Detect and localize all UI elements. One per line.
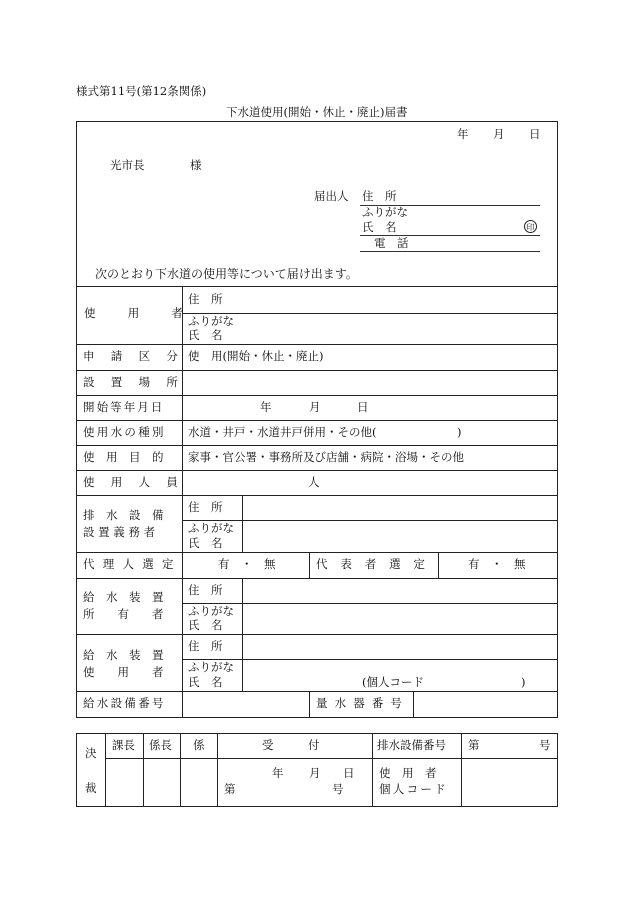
category-value[interactable]: 使 用(開始・休止・廃止) [188,349,324,363]
decision-label-top: 決 [85,746,97,760]
user-label: 使 用 者 [84,306,194,320]
row-divider [182,520,558,521]
drain-number-suffix: 号 [539,738,551,752]
category-label: 申 請 区 分 [83,349,185,363]
decision-label-bottom: 裁 [85,781,97,795]
user-furigana-label: ふりがな [188,314,234,328]
meter-number-label: 量 水 器 番 号 [316,696,404,710]
row-divider [76,578,558,579]
drain-obligor-label-1: 排 水 設 備 [83,508,164,522]
row-divider [76,634,558,635]
row-divider [76,395,558,396]
location-label: 設 置 場 所 [83,375,185,389]
approval-col-divider [105,733,106,807]
received-year: 年 [272,766,284,780]
applicant-label: 届出人 [314,189,349,203]
split-divider [309,552,310,578]
supply-owner-address-label: 住 所 [188,583,223,597]
people-unit: 人 [308,475,320,489]
split-divider [413,691,414,718]
approval-col-divider [372,733,373,807]
addressee: 光市長 [110,158,145,172]
staff-header: 係 [193,738,205,752]
date-day: 日 [529,127,541,141]
row-divider [76,370,558,371]
supply-user-address-label: 住 所 [188,639,223,653]
date-month: 月 [493,127,505,141]
row-divider [76,495,558,496]
received-month: 月 [309,766,321,780]
row-divider [76,420,558,421]
supply-owner-label-2: 所 有 者 [83,607,164,621]
row-divider [182,659,558,660]
drain-number-header: 排水設備番号 [377,738,446,752]
supply-user-label-1: 給 水 装 置 [83,648,164,662]
applicant-address-label: 住 所 [362,189,397,203]
personal-code-close: ) [521,675,526,689]
purpose-value[interactable]: 家事・官公署・事務所及び店舗・病院・浴場・その他 [188,450,464,464]
agent-label: 代 理 人 選 定 [83,557,176,571]
user-code-label-2: 個人コード [379,782,448,796]
row-divider [76,552,558,553]
rep-value[interactable]: 有 ・ 無 [468,557,526,571]
drain-obligor-furigana-label: ふりがな [188,521,234,535]
seal-icon: 印 [524,220,537,233]
row-divider [76,344,558,345]
approval-col-divider [180,733,181,807]
applicant-phone-label: 電 話 [374,236,409,250]
drain-obligor-label-2: 設 置 義 務 者 [83,525,156,539]
start-day: 日 [357,400,369,414]
applicant-furigana-label: ふりがな [362,205,408,219]
user-name-label: 氏 名 [188,328,223,342]
subsection-chief-header: 係長 [149,738,172,752]
water-type-label: 使用水の種別 [83,425,166,439]
start-date-label: 開始等年月日 [83,400,165,414]
supply-user-furigana-label: ふりがな [188,660,234,674]
drain-number-prefix: 第 [468,738,480,752]
section-chief-header: 課長 [112,738,135,752]
sub-label-divider [242,495,243,552]
drain-obligor-address-label: 住 所 [188,500,223,514]
drain-obligor-name-label: 氏 名 [188,536,223,550]
split-divider [438,552,439,578]
approval-col-divider [461,733,462,807]
user-address-label: 住 所 [188,292,223,306]
split-divider [309,691,310,718]
received-day: 日 [343,766,355,780]
sub-label-divider [242,578,243,691]
approval-row-divider [105,758,558,759]
supply-owner-name-label: 氏 名 [188,618,223,632]
row-divider [76,445,558,446]
statement: 次のとおり下水道の使用等について届け出ます。 [95,267,358,281]
agent-value[interactable]: 有 ・ 無 [218,557,276,571]
addressee-honorific: 様 [190,158,202,172]
personal-code-label: (個人コード [362,675,424,689]
rep-label: 代 表 者 選 定 [316,557,430,571]
approval-col-divider [217,733,218,807]
date-year: 年 [457,127,469,141]
row-divider [182,603,558,604]
form-number: 様式第11号(第12条関係) [76,84,207,98]
row-divider [76,286,558,287]
people-label: 使 用 人 員 [83,475,185,489]
water-type-value[interactable]: 水道・井戸・水道井戸併用・その他( ) [188,425,462,439]
supply-user-label-2: 使 用 者 [83,665,164,679]
form-title: 下水道使用(開始・休止・廃止)届書 [226,105,408,119]
applicant-name-label: 氏 名 [362,220,397,234]
purpose-label: 使 用 目 的 [83,450,164,464]
received-number-prefix: 第 [224,782,236,796]
received-number-suffix: 号 [332,782,344,796]
supply-owner-label-1: 給 水 装 置 [83,590,164,604]
user-code-label-1: 使 用 者 [379,766,437,780]
approval-col-divider [143,733,144,807]
received-header: 受 付 [262,738,320,752]
supply-user-name-label: 氏 名 [188,675,223,689]
start-month: 月 [309,400,321,414]
row-divider [76,470,558,471]
supply-owner-furigana-label: ふりがな [188,604,234,618]
applicant-phone-line[interactable] [360,251,540,252]
row-divider [76,691,558,692]
start-year: 年 [260,400,272,414]
row-divider [182,313,558,314]
supply-number-label: 給水設備番号 [83,696,166,710]
